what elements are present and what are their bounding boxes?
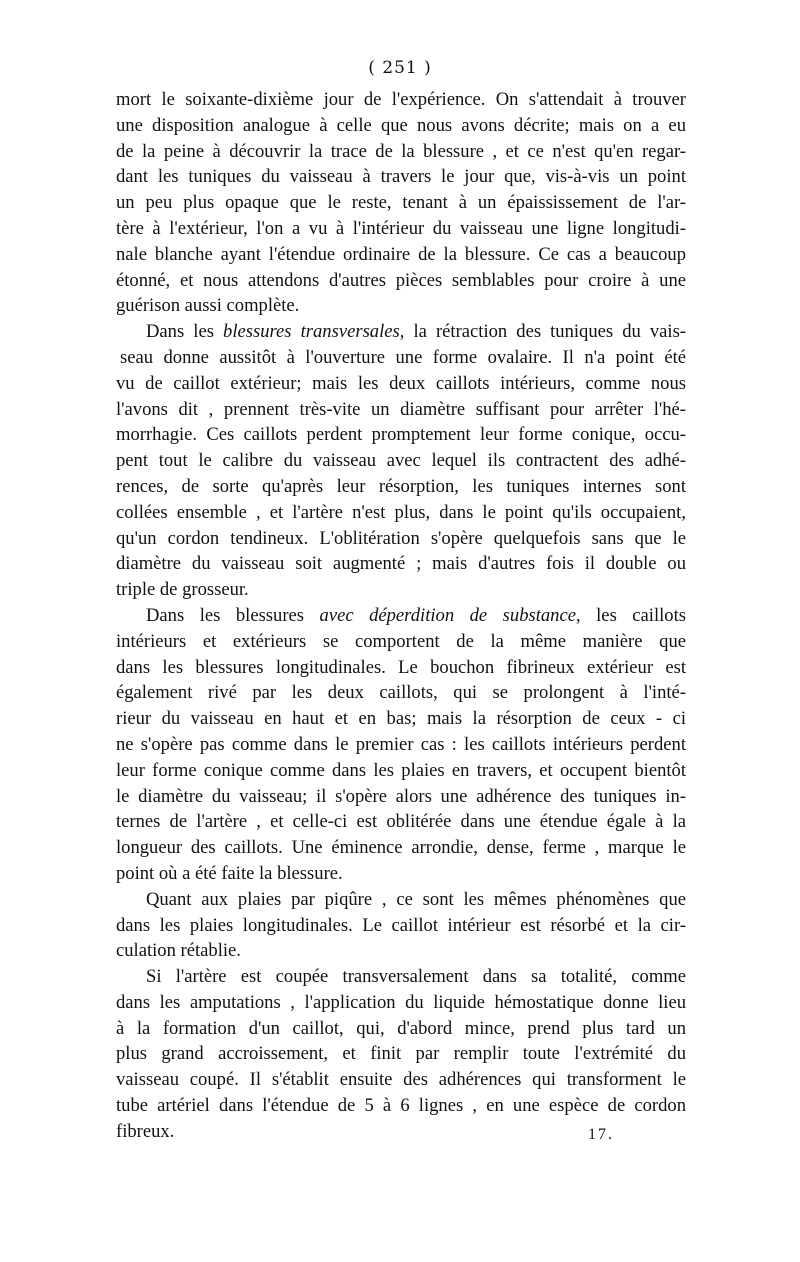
text-line: tère à l'extérieur, l'on a vu à l'intérieur du vaisseau une ligne longitudi- <box>116 217 686 239</box>
text-line: plus grand accroissement, et finit par remplir toute l'extrémité du <box>116 1043 686 1065</box>
text-line: mort le soixante-dixième jour de l'expérience. On s'attendait à trouver <box>116 89 686 110</box>
text-line: vu de caillot extérieur; mais les deux caillots intérieurs, comme nous <box>116 372 686 394</box>
emphasis-text: blessures transversales <box>223 321 400 343</box>
text-line: qu'un cordon tendineux. L'oblitération s'opère quelquefois sans que le <box>116 527 686 549</box>
text-line: ternes de l'artère , et celle-ci est oblitérée dans une étendue égale à la <box>116 811 686 833</box>
text-line: de la peine à découvrir la trace de la blessure , et ce n'est qu'en regar- <box>116 140 686 162</box>
text-line: l'avons dit , prennent très-vite un diamètre suffisant pour arrêter l'hé- <box>116 398 686 420</box>
text-line: guérison aussi complète. <box>116 295 300 317</box>
paragraph-start-line: Si l'artère est coupée transversalement dans sa totalité, comme <box>146 966 686 988</box>
text-line: seau donne aussitôt à l'ouverture une forme ovalaire. Il n'a point été <box>120 346 686 368</box>
text-line: nale blanche ayant l'étendue ordinaire de la blessure. Ce cas a beaucoup <box>116 243 686 265</box>
text-line: dant les tuniques du vaisseau à travers le jour que, vis-à-vis un point <box>116 166 686 188</box>
text-line: diamètre du vaisseau soit augmenté ; mais d'autres fois il double ou <box>116 553 686 575</box>
text-line: également rivé par les deux caillots, qui se prolongent à l'inté- <box>116 682 686 704</box>
text-line: morrhagie. Ces caillots perdent promptement leur forme conique, occu- <box>116 424 686 446</box>
text-line: un peu plus opaque que le reste, tenant à un épaississement de l'ar- <box>116 192 686 214</box>
page-number: ( 251 ) <box>368 58 432 78</box>
text-line: point où a été faite la blessure. <box>116 862 343 884</box>
text-line: dans les plaies longitudinales. Le caillot intérieur est résorbé et la cir- <box>116 914 686 936</box>
text-line: une disposition analogue à celle que nous avons décrite; mais on a eu <box>116 114 686 136</box>
text-line: pent tout le calibre du vaisseau avec lequel ils contractent des adhé- <box>116 450 686 472</box>
text-line: le diamètre du vaisseau; il s'opère alors une adhérence des tuniques in- <box>116 785 686 807</box>
paragraph-start-line: Quant aux plaies par piqûre , ce sont les mêmes phénomènes que <box>146 888 686 910</box>
text-line: fibreux. <box>116 1120 175 1142</box>
signature-mark: 17. <box>588 1126 614 1143</box>
text-line: dans les blessures longitudinales. Le bouchon fibrineux extérieur est <box>116 656 686 678</box>
text-line: intérieurs et extérieurs se comportent de la même manière que <box>116 630 686 652</box>
text-line: dans les amputations , l'application du liquide hémostatique donne lieu <box>116 991 686 1013</box>
paragraph-start-line: Dans les blessures transversales, la rétraction des tuniques du vais- <box>146 321 686 343</box>
text-line: à la formation d'un caillot, qui, d'abord mince, prend plus tard un <box>116 1017 686 1039</box>
text-line: tube artériel dans l'étendue de 5 à 6 lignes , en une espèce de cordon <box>116 1095 686 1117</box>
body-text <box>116 87 686 1145</box>
text-line: vaisseau coupé. Il s'établit ensuite des adhérences qui transforment le <box>116 1069 686 1091</box>
text-line: rieur du vaisseau en haut et en bas; mais la résorption de ceux - ci <box>116 708 686 730</box>
text-line: triple de grosseur. <box>116 579 249 601</box>
emphasis-text: avec déperdition de substance <box>319 604 576 626</box>
text-line: ne s'opère pas comme dans le premier cas : les caillots intérieurs perdent <box>116 733 686 755</box>
text-line: étonné, et nous attendons d'autres pièces semblables pour croire à une <box>116 269 686 291</box>
text-line: collées ensemble , et l'artère n'est plus, dans le point qu'ils occupaient, <box>116 501 686 523</box>
text-line: leur forme conique comme dans les plaies en travers, et occupent bientôt <box>116 759 686 781</box>
text-line: rences, de sorte qu'après leur résorption, les tuniques internes sont <box>116 475 686 497</box>
text-line: longueur des caillots. Une éminence arrondie, dense, ferme , marque le <box>116 837 686 859</box>
paragraph-start-line: Dans les blessures avec déperdition de substance, les caillots <box>146 604 686 626</box>
text-line: culation rétablie. <box>116 940 241 962</box>
